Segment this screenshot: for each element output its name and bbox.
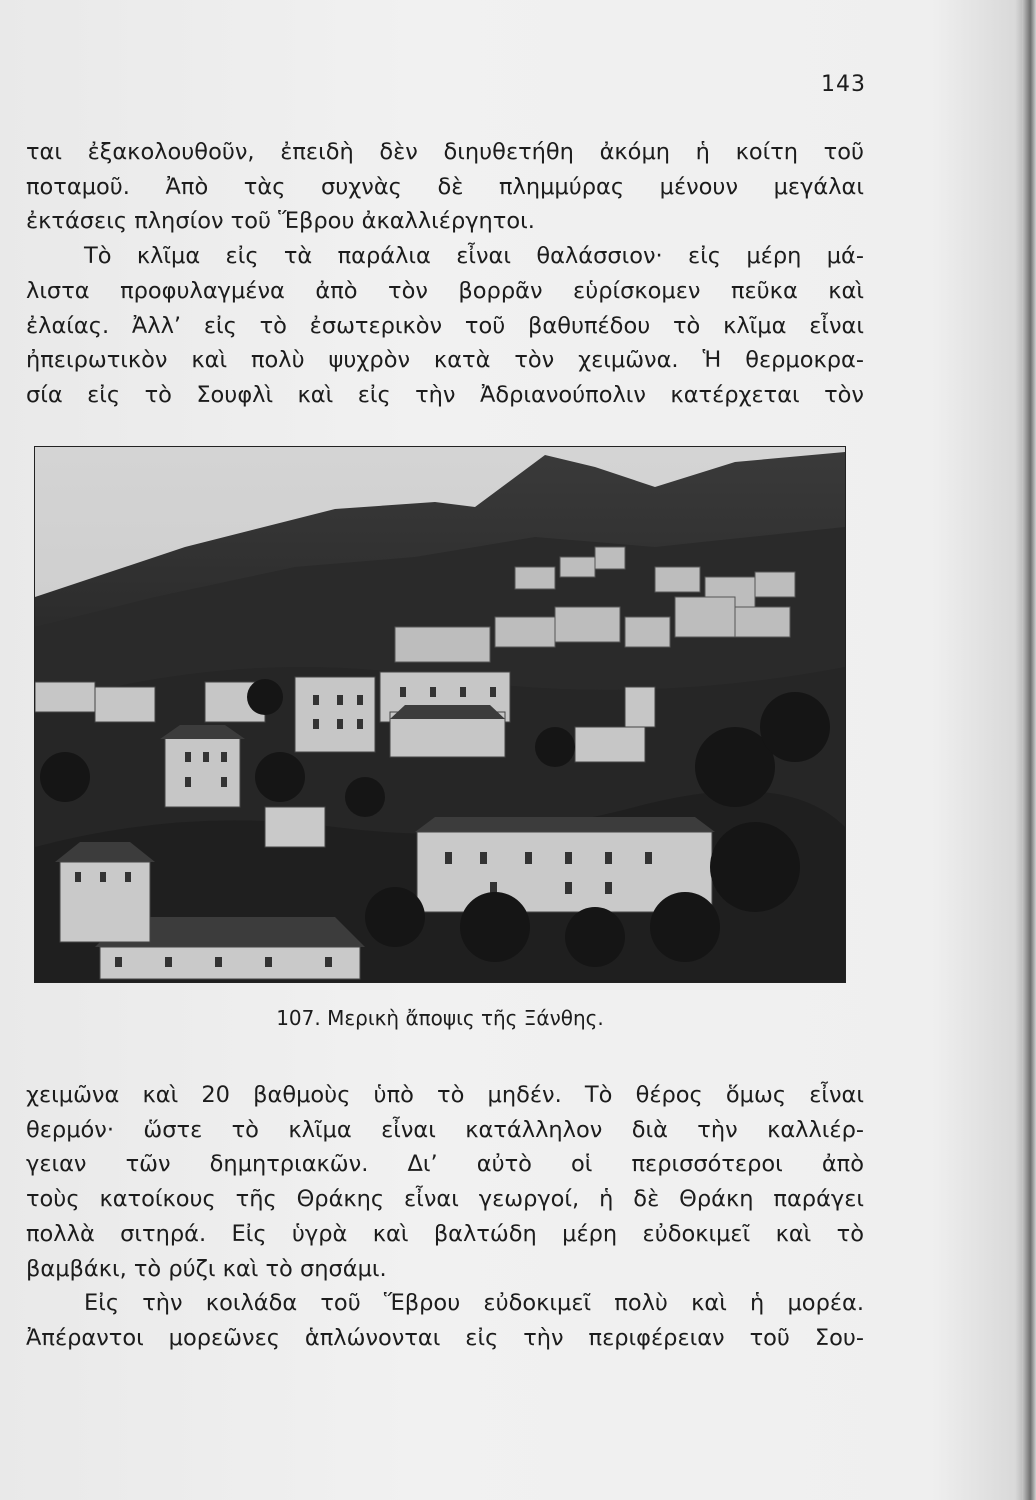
page-binding-edge — [1022, 0, 1036, 1500]
text-line: βαμβάκι, τὸ ρύζι καὶ τὸ σησάμι. — [26, 1255, 387, 1282]
figure-caption: 107. Μερικὴ ἄποψις τῆς Ξάνθης. — [276, 1006, 604, 1030]
text-line: ἐλαίας. Ἀλλ’ εἰς τὸ ἐσωτερικὸν τοῦ βαθυπέδου τὸ κλῖμα εἶναι — [26, 312, 864, 339]
top-paragraph — [26, 135, 864, 413]
page-number: 143 — [821, 72, 866, 97]
text-line: ται ἐξακολουθοῦν, ἐπειδὴ δὲν διηυθετήθη ἀκόμη ἡ κοίτη τοῦ — [26, 139, 864, 165]
text-line: γειαν τῶν δημητριακῶν. Δι’ αὐτὸ οἱ περισσότεροι ἀπὸ — [26, 1151, 864, 1178]
bottom-paragraph — [26, 1078, 864, 1356]
text-line: χειμῶνα καὶ 20 βαθμοὺς ὑπὸ τὸ μηδέν. Τὸ θέρος ὅμως εἶναι — [26, 1082, 864, 1108]
text-line: θερμόν· ὥστε τὸ κλῖμα εἶναι κατάλληλον διὰ τὴν καλλιέρ- — [26, 1116, 864, 1143]
text-line: τοὺς κατοίκους τῆς Θράκης εἶναι γεωργοί, ἡ δὲ Θράκη παράγει — [26, 1186, 864, 1213]
text-line: λιστα προφυλαγμένα ἀπὸ τὸν βορρᾶν εὑρίσκομεν πεῦκα καὶ — [26, 277, 864, 304]
text-line: πολλὰ σιτηρά. Εἰς ὑγρὰ καὶ βαλτώδη μέρη εὐδοκιμεῖ καὶ τὸ — [26, 1220, 864, 1247]
text-line: Εἰς τὴν κοιλάδα τοῦ Ἕβρου εὐδοκιμεῖ πολὺ καὶ ἡ μορέα. — [84, 1290, 864, 1317]
text-line: ἠπειρωτικὸν καὶ πολὺ ψυχρὸν κατὰ τὸν χειμῶνα. Ἡ θερμοκρα- — [26, 347, 864, 374]
text-line: ἐκτάσεις πλησίον τοῦ Ἕβρου ἀκαλλιέργητοι. — [26, 208, 535, 235]
photo-xanthi-view — [34, 446, 846, 983]
text-line: σία εἰς τὸ Σουφλὶ καὶ εἰς τὴν Ἀδριανούπολιν κατέρχεται τὸν — [26, 381, 864, 408]
text-line: ποταμοῦ. Ἀπὸ τὰς συχνὰς δὲ πλημμύρας μένουν μεγάλαι — [26, 173, 864, 200]
text-line: Τὸ κλῖμα εἰς τὰ παράλια εἶναι θαλάσσιον· εἰς μέρη μά- — [84, 243, 864, 270]
text-line: Ἀπέραντοι μορεῶνες ἁπλώνονται εἰς τὴν περιφέρειαν τοῦ Σου- — [26, 1324, 864, 1351]
